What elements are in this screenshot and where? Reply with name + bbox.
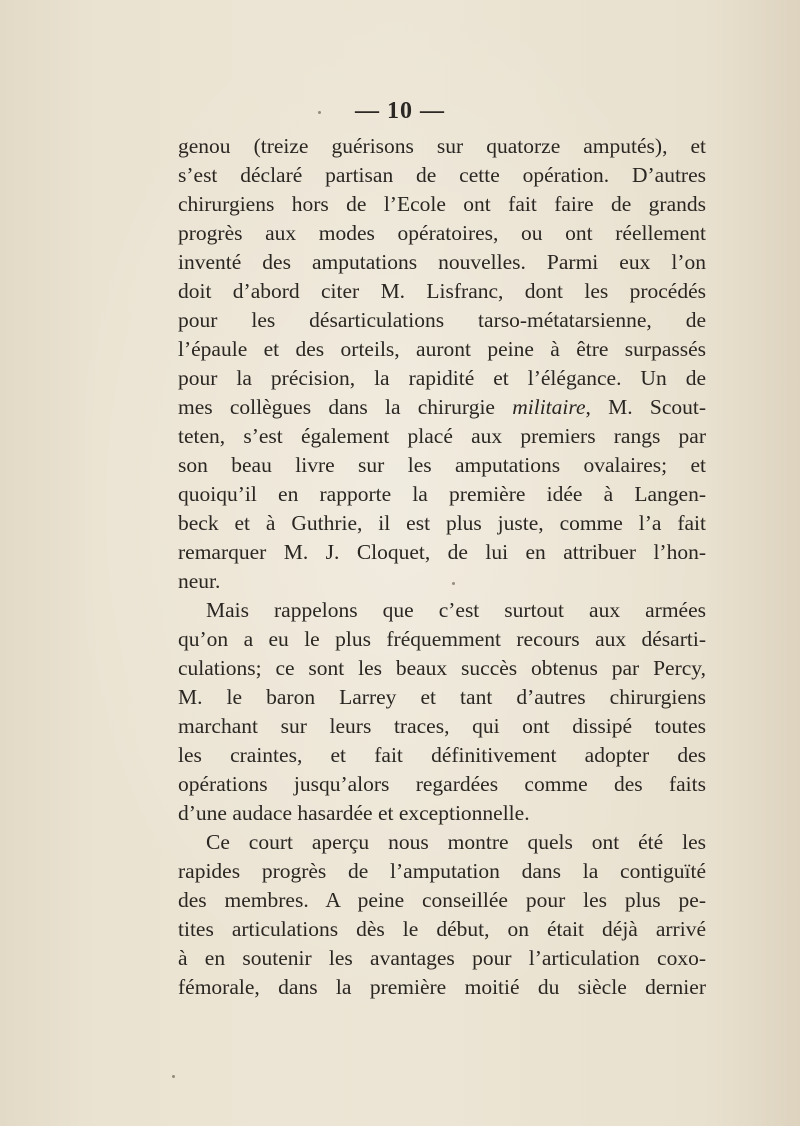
text-line: M. le baron Larrey et tant d’autres chirurgiens xyxy=(178,685,706,709)
text-line: quoiqu’il en rapporte la première idée à Langen- xyxy=(178,482,706,506)
text-line: beck et à Guthrie, il est plus juste, comme l’a fait xyxy=(178,511,706,535)
text-line: marchant sur leurs traces, qui ont dissipé toutes xyxy=(178,714,706,738)
text-line: fémorale, dans la première moitié du siècle dernier xyxy=(178,975,706,999)
text-line: s’est déclaré partisan de cette opération. D’autres xyxy=(178,163,706,187)
text-segment: mes collègues dans la chirurgie xyxy=(178,395,513,419)
page-number: — 10 — xyxy=(355,98,445,124)
text-line: l’épaule et des orteils, auront peine à être surpassés xyxy=(178,337,706,361)
text-line: les craintes, et fait définitivement adopter des xyxy=(178,743,706,767)
text-line: neur. xyxy=(178,569,221,593)
text-segment: , M. Scout- xyxy=(585,395,706,419)
text-line xyxy=(178,393,706,422)
text-line: à en soutenir les avantages pour l’articulation coxo- xyxy=(178,946,706,970)
text-line: rapides progrès de l’amputation dans la contiguïté xyxy=(178,859,706,883)
text-line: doit d’abord citer M. Lisfranc, dont les procédés xyxy=(178,279,706,303)
text-line: des membres. A peine conseillée pour les plus pe- xyxy=(178,888,706,912)
text-line: chirurgiens hors de l’Ecole ont fait faire de grands xyxy=(178,192,706,216)
text-line: progrès aux modes opératoires, ou ont réellement xyxy=(178,221,706,245)
text-line: qu’on a eu le plus fréquemment recours aux désarti- xyxy=(178,627,706,651)
text-line: pour les désarticulations tarso-métatarsienne, de xyxy=(178,308,706,332)
text-line: culations; ce sont les beaux succès obtenus par Percy, xyxy=(178,656,706,680)
text-line: opérations jusqu’alors regardées comme des faits xyxy=(178,772,706,796)
text-line: son beau livre sur les amputations ovalaires; et xyxy=(178,453,706,477)
italic-word: militaire xyxy=(512,395,586,419)
text-line: tites articulations dès le début, on était déjà arrivé xyxy=(178,917,706,941)
text-line: d’une audace hasardée et exceptionnelle. xyxy=(178,801,530,825)
text-line: Mais rappelons que c’est surtout aux armées xyxy=(206,598,706,622)
paper-speck xyxy=(318,111,321,114)
text-line: genou (treize guérisons sur quatorze amputés), et xyxy=(178,134,706,158)
text-line: inventé des amputations nouvelles. Parmi eux l’on xyxy=(178,250,706,274)
text-line: pour la précision, la rapidité et l’élégance. Un de xyxy=(178,366,706,390)
body-text xyxy=(178,132,706,1002)
paper-speck xyxy=(172,1075,175,1078)
text-line: Ce court aperçu nous montre quels ont été les xyxy=(206,830,706,854)
text-line: remarquer M. J. Cloquet, de lui en attribuer l’hon- xyxy=(178,540,706,564)
text-line: teten, s’est également placé aux premiers rangs par xyxy=(178,424,706,448)
paper-speck xyxy=(452,582,455,585)
